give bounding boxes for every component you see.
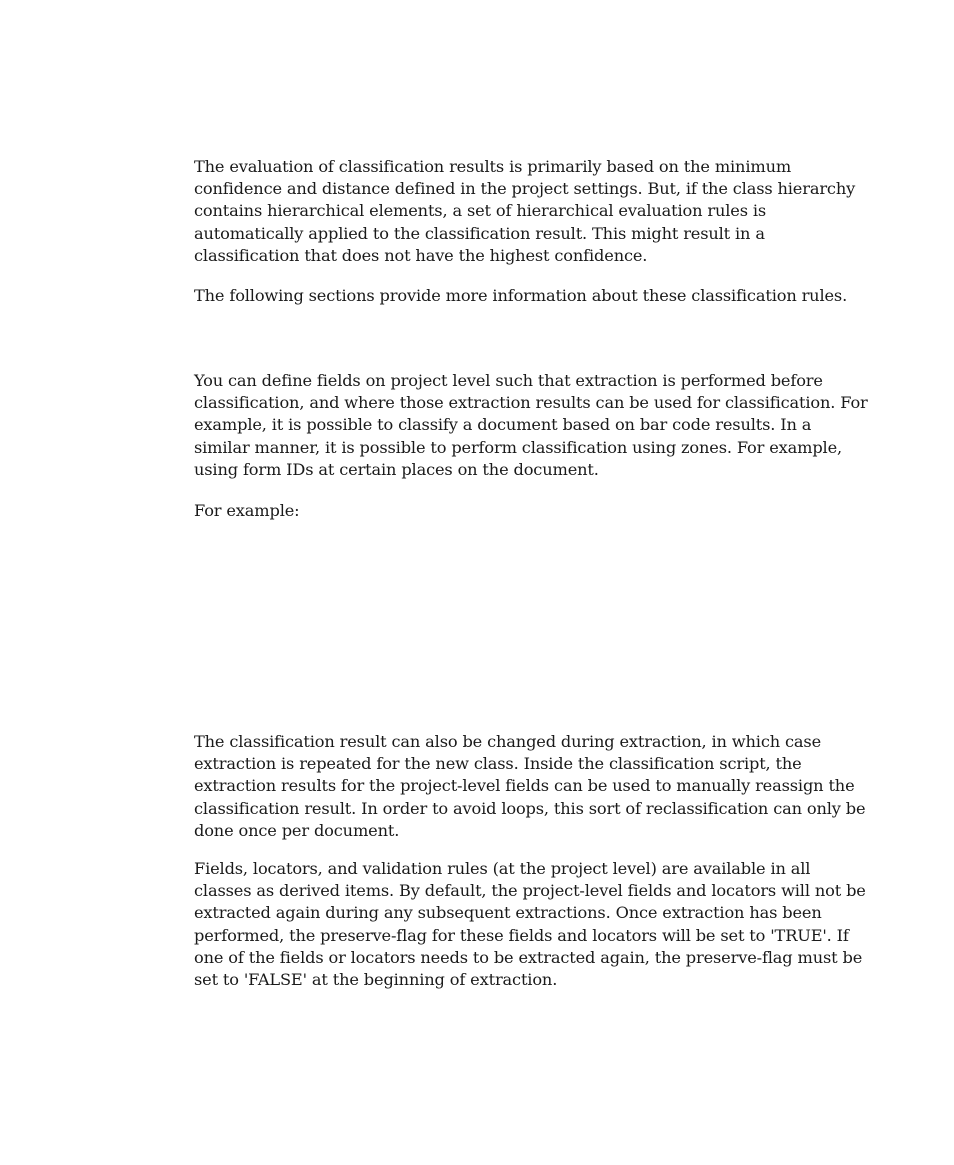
paragraph-derived-items: Fields, locators, and validation rules (at the project level) are available in all classes as derived items. By default, the project-level fields and locators will not be extracted again during any subsequent extractions. Once extraction has been performed, the preserve-flag for these fields and locators will be set to 'TRUE'. If one of the fields or locators needs to be extracted again, the preserve-flag must be set to 'FALSE' at the beginning of extraction. bbox=[194, 859, 866, 990]
paragraph-project-level-fields: You can define fields on project level such that extraction is performed before classification, and where those extraction results can be used for classification. For example, it is possible to classify a document based on bar code results. In a similar manner, it is possible to perform classification using zones. For example, using form IDs at certain places on the document. bbox=[194, 371, 868, 479]
paragraph-evaluation-rules: The evaluation of classification results is primarily based on the minimum confidence and distance defined in the project settings. But, if the class hierarchy contains hierarchical elements, a set of hierarchical evaluation rules is automatically applied to the classification result. This might result in a classification that does not have the highest confidence. bbox=[194, 157, 856, 265]
paragraph-following-sections: The following sections provide more information about these classification rules. bbox=[194, 286, 848, 305]
paragraph-reclassification: The classification result can also be changed during extraction, in which case extraction is repeated for the new class. Inside the classification script, the extraction results for the project-level fields can be used to manually reassign the classification result. In order to avoid loops, this sort of reclassification can only be done once per document. bbox=[194, 732, 866, 840]
paragraph-for-example: For example: bbox=[194, 501, 300, 520]
